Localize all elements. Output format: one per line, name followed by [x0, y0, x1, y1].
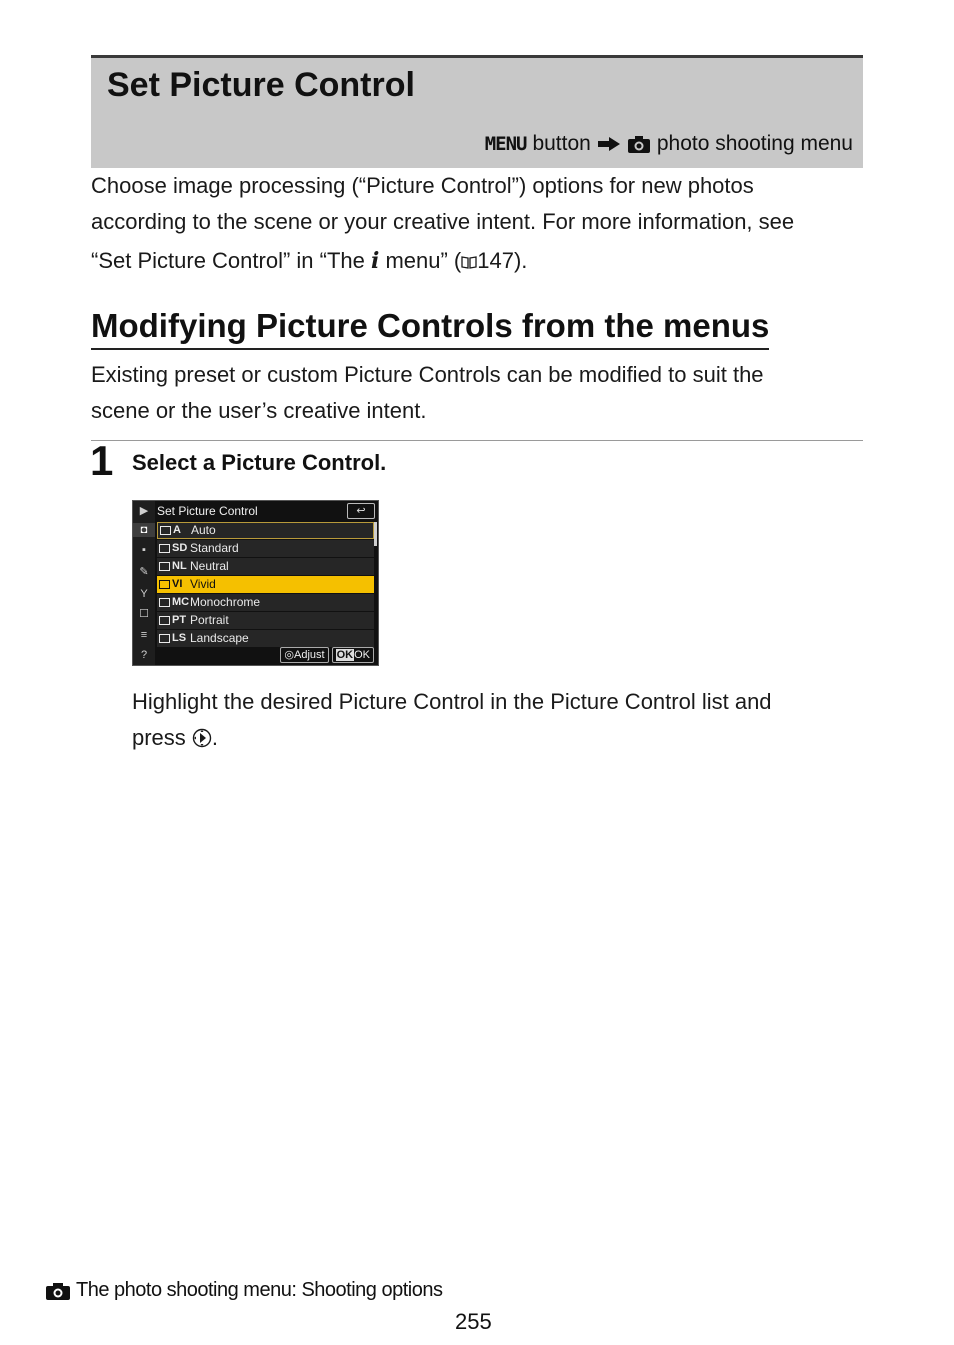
adjust-hint: ◎Adjust [280, 647, 328, 663]
instruction-line-2-text-a: press [132, 725, 192, 750]
intro-line-2: according to the scene or your creative intent. For more information, see [91, 209, 795, 234]
picture-control-icon [159, 562, 170, 571]
camera-footer [280, 647, 374, 663]
retouch-menu-icon: ☐ [139, 608, 149, 620]
picture-control-label: Monochrome [190, 595, 261, 609]
picture-control-item[interactable] [157, 522, 374, 539]
intro-line-3-text-c: ). [513, 248, 528, 273]
picture-control-label: Vivid [190, 577, 216, 591]
camera-menu-title-text: Set Picture Control [157, 504, 258, 518]
custom-settings-icon: ✎ [139, 566, 149, 578]
camera-icon [45, 1281, 71, 1301]
camera-menu-title [157, 502, 377, 520]
page-title: Set Picture Control [107, 66, 415, 104]
picture-control-icon [159, 634, 170, 643]
menu-path [485, 132, 853, 156]
ok-button-glyph: OK [336, 649, 354, 661]
section-paragraph [91, 357, 871, 429]
i-menu-glyph: i [370, 248, 380, 274]
intro-line-3-text-a: “Set Picture Control” in “The [91, 248, 371, 273]
ok-label: OK [354, 649, 370, 661]
picture-control-label: Standard [190, 541, 239, 555]
picture-control-icon [159, 544, 170, 553]
help-icon: ? [140, 649, 148, 661]
step-number: 1 [90, 437, 114, 484]
book-icon [461, 255, 477, 269]
picture-control-icon [159, 598, 170, 607]
back-icon: ↩ [347, 503, 375, 519]
ok-hint [332, 647, 374, 663]
picture-control-label: Neutral [190, 559, 229, 573]
picture-control-label: Auto [191, 523, 216, 537]
page-reference-link[interactable]: 147 [477, 248, 514, 273]
instruction-line-2-text-b: . [211, 725, 219, 750]
my-menu-icon: ≡ [140, 629, 148, 641]
intro-line-1: Choose image processing (“Picture Control”) options for new photos [91, 173, 754, 198]
picture-control-code: VI [172, 578, 183, 590]
footer-section-text: The photo shooting menu: Shooting options [76, 1279, 443, 1301]
picture-control-item[interactable] [157, 558, 374, 575]
page-number: 255 [455, 1309, 492, 1334]
intro-line-3 [91, 243, 871, 279]
menu-path-menu-name: photo shooting menu [656, 132, 853, 155]
section-heading: Modifying Picture Controls from the menus [91, 305, 769, 350]
intro-line-3-text-b: menu” ( [379, 248, 462, 273]
instruction-paragraph [132, 684, 872, 756]
menu-button-label: MENU [484, 133, 527, 155]
scrollbar [374, 522, 377, 546]
instruction-line-2 [132, 720, 872, 756]
movie-menu-icon: ▪ [142, 544, 146, 556]
picture-control-icon [159, 580, 170, 589]
picture-control-label: Portrait [190, 613, 229, 627]
header-box [91, 55, 863, 168]
picture-control-icon [159, 616, 170, 625]
picture-control-item[interactable] [157, 630, 374, 647]
picture-control-item[interactable] [157, 594, 374, 611]
camera-icon [627, 134, 651, 154]
picture-control-item[interactable] [157, 612, 374, 629]
intro-paragraph [91, 168, 871, 279]
camera-menu-screenshot [132, 500, 379, 666]
step-title: Select a Picture Control. [132, 450, 387, 475]
setup-menu-icon: Y [140, 588, 148, 600]
photo-menu-icon: ◘ [133, 523, 155, 537]
picture-control-code: PT [172, 614, 187, 626]
picture-control-label: Landscape [190, 631, 249, 645]
multi-selector-right-icon [192, 728, 212, 748]
picture-control-code: MC [172, 596, 190, 608]
picture-control-code: LS [172, 632, 187, 644]
divider [91, 440, 863, 441]
adjust-label: Adjust [294, 649, 325, 661]
picture-control-code: NL [172, 560, 187, 572]
instruction-line-1: Highlight the desired Picture Control in the Picture Control list and [132, 689, 772, 714]
picture-control-code: A [173, 524, 181, 536]
camera-sidebar [133, 501, 155, 665]
picture-control-list [157, 522, 374, 648]
arrow-right-icon [597, 136, 621, 152]
section-line-1: Existing preset or custom Picture Controls can be modified to suit the [91, 362, 764, 387]
picture-control-icon [160, 526, 171, 535]
section-line-2: scene or the user’s creative intent. [91, 398, 427, 423]
playback-icon: ▶ [139, 505, 149, 517]
picture-control-item[interactable] [157, 576, 374, 593]
picture-control-item[interactable] [157, 540, 374, 557]
footer-section [45, 1279, 442, 1302]
menu-path-button-text: button [532, 132, 591, 155]
picture-control-code: SD [172, 542, 188, 554]
